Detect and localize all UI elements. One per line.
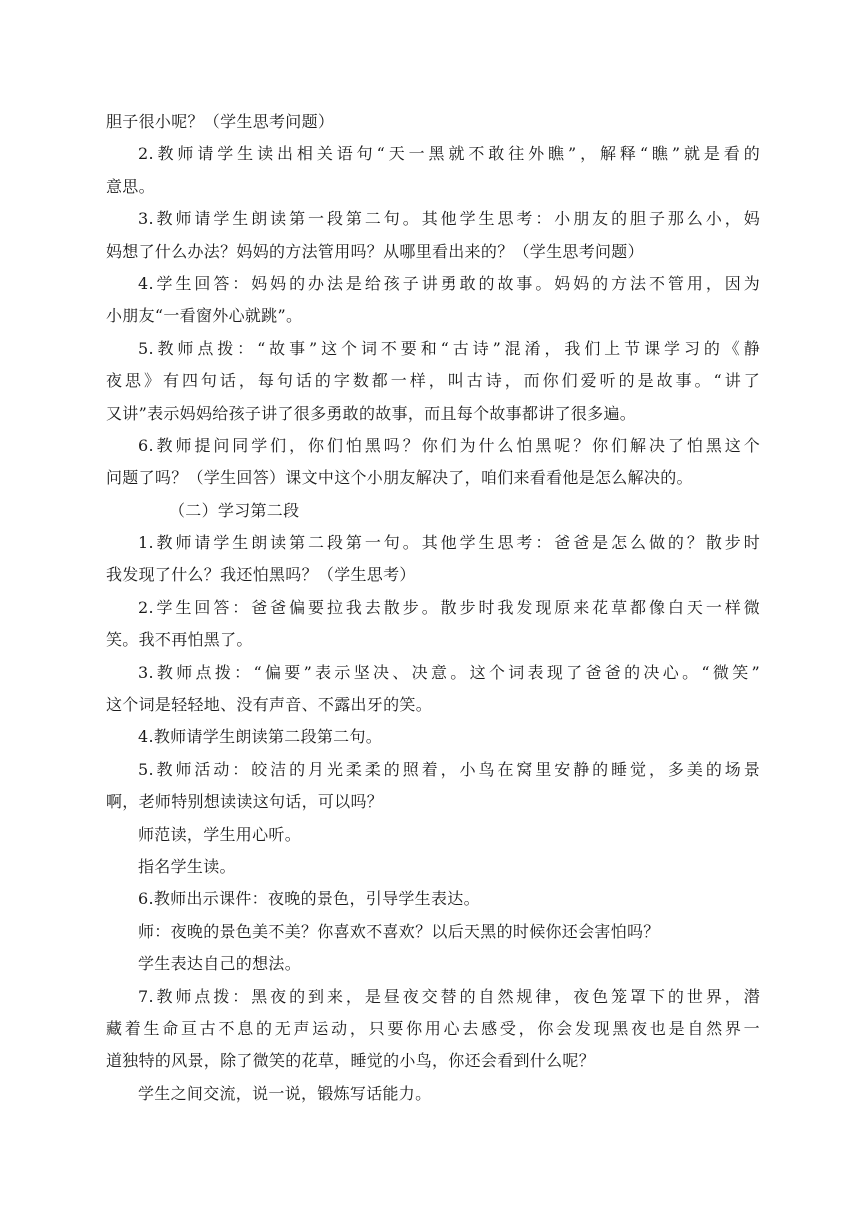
text-line: 5.教师点拨：“故事”这个词不要和“古诗”混淆，我们上节课学习的《静 (138, 338, 760, 358)
text-line: 夜思》有四句话，每句话的字数都一样，叫古诗，而你们爱听的是故事。“讲了 (106, 371, 760, 391)
section-heading: （二）学习第二段 (169, 500, 300, 520)
text-line: 笑。我不再怕黑了。 (106, 630, 253, 650)
text-line: 3.教师点拨：“偏要”表示坚决、决意。这个词表现了爸爸的决心。“微笑” (138, 662, 760, 682)
text-line: 4.学生回答：妈妈的办法是给孩子讲勇敢的故事。妈妈的方法不管用，因为 (138, 273, 760, 293)
text-line: 师范读，学生用心听。 (138, 824, 302, 844)
text-line: 学生表达自己的想法。 (138, 954, 302, 974)
text-line: 妈想了什么办法？妈妈的方法管用吗？从哪里看出来的？（学生思考问题） (106, 241, 644, 261)
text-line: 5.教师活动：皎洁的月光柔柔的照着，小鸟在窝里安静的睡觉，多美的场景 (138, 759, 760, 779)
text-line: 3.教师请学生朗读第一段第二句。其他学生思考：小朋友的胆子那么小，妈 (138, 209, 760, 229)
text-line: 这个词是轻轻地、没有声音、不露出牙的笑。 (106, 695, 433, 715)
text-line: 6.教师出示课件：夜晚的景色，引导学生表达。 (138, 889, 480, 909)
text-line: 7.教师点拨：黑夜的到来，是昼夜交替的自然规律，夜色笼罩下的世界，潜 (138, 986, 760, 1006)
document-body (106, 106, 760, 1110)
text-line: 藏着生命亘古不息的无声运动，只要你用心去感受，你会发现黑夜也是自然界一 (106, 1018, 760, 1038)
text-line: 道独特的风景，除了微笑的花草，睡觉的小鸟，你还会看到什么呢？ (106, 1051, 596, 1071)
text-line: 1.教师请学生朗读第二段第一句。其他学生思考：爸爸是怎么做的？散步时 (138, 533, 760, 553)
text-line: 小朋友“一看窗外心就跳”。 (106, 306, 303, 326)
text-line: 又讲”表示妈妈给孩子讲了很多勇敢的故事，而且每个故事都讲了很多遍。 (106, 403, 637, 423)
text-line: 胆子很小呢？（学生思考问题） (106, 112, 335, 131)
text-line: 6.教师提问同学们，你们怕黑吗？你们为什么怕黑呢？你们解决了怕黑这个 (138, 435, 760, 455)
text-line: 师：夜晚的景色美不美？你喜欢不喜欢？以后天黑的时候你还会害怕吗？ (138, 921, 660, 941)
text-line: 2.教师请学生读出相关语句“天一黑就不敢往外瞧”，解释“瞧”就是看的 (138, 144, 760, 164)
text-line: 指名学生读。 (138, 856, 236, 876)
text-line: 4.教师请学生朗读第二段第二句。 (138, 727, 383, 747)
text-line: 我发现了什么？我还怕黑吗？（学生思考） (106, 565, 416, 585)
text-line: 学生之间交流，说一说，锻炼写话能力。 (138, 1083, 432, 1103)
text-line: 2.学生回答：爸爸偏要拉我去散步。散步时我发现原来花草都像白天一样微 (138, 597, 760, 617)
text-line: 啊，老师特别想读读这句话，可以吗？ (106, 792, 384, 812)
text-line: 意思。 (106, 176, 155, 196)
text-line: 问题了吗？（学生回答）课文中这个小朋友解决了，咱们来看看他是怎么解决的。 (106, 468, 693, 488)
